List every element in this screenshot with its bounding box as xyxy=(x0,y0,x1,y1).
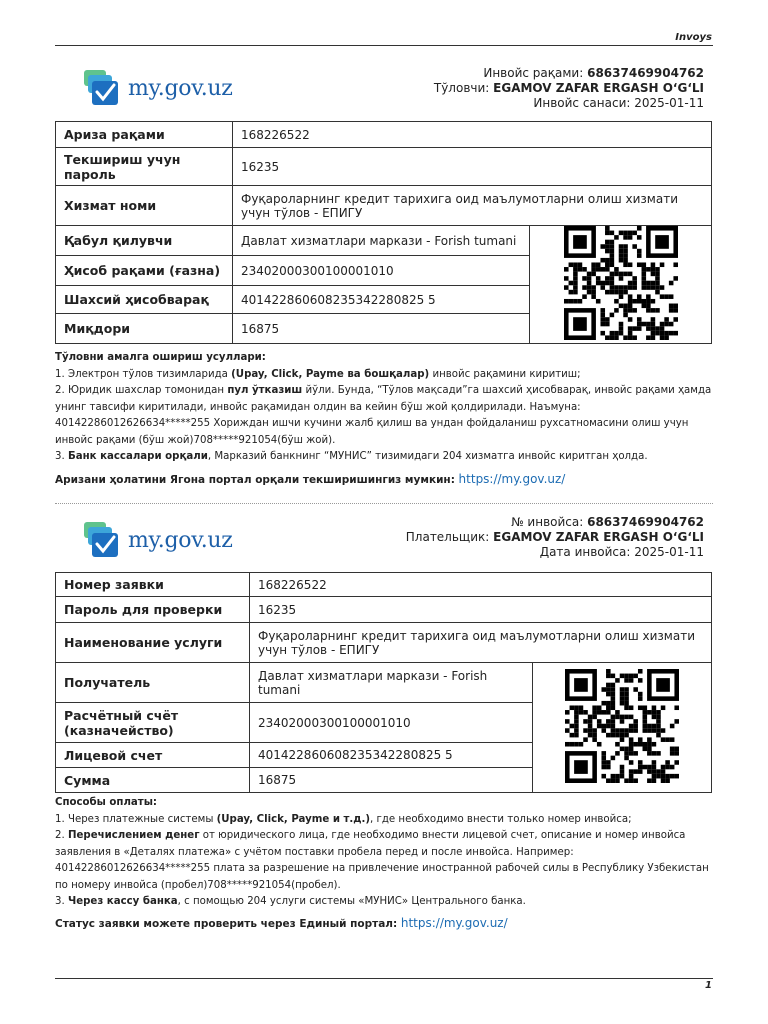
method-1: 1. Электрон тўлов тизимларида (Upay, Click, Payme ва бошқалар) инвойс рақамини киритиш; xyxy=(55,368,581,380)
invoice-date: 2025-01-11 xyxy=(634,545,704,559)
row-value: 16235 xyxy=(233,148,712,186)
row-label: Қабул қилувчи xyxy=(56,226,233,256)
row-label: Расчётный счёт (казначейство) xyxy=(56,703,250,743)
row-label: Ариза рақами xyxy=(56,122,233,148)
table-row xyxy=(56,122,712,148)
row-value: 168226522 xyxy=(250,573,712,597)
invoice-number: 68637469904762 xyxy=(587,515,704,529)
row-label: Миқдори xyxy=(56,314,233,344)
cut-line xyxy=(55,503,713,504)
row-label: Ҳисоб рақами (ғазна) xyxy=(56,256,233,286)
table-row xyxy=(56,148,712,186)
row-label: Получатель xyxy=(56,663,250,703)
invoice-date: 2025-01-11 xyxy=(634,96,704,110)
invoice-info xyxy=(434,66,704,111)
qr-code-icon xyxy=(559,226,683,340)
table-row xyxy=(56,623,712,663)
logo xyxy=(84,70,233,106)
row-value: 16875 xyxy=(233,314,530,344)
qr-code-icon xyxy=(560,669,684,783)
table-row xyxy=(56,186,712,226)
invoice-date-line: Инвойс санаси: 2025-01-11 xyxy=(533,96,704,110)
header-divider xyxy=(55,45,713,46)
footer-divider xyxy=(55,978,713,979)
logo-text: my.gov.uz xyxy=(128,527,233,553)
row-value: Давлат хизматлари маркази - Forish tumani xyxy=(250,663,533,703)
row-label: Хизмат номи xyxy=(56,186,233,226)
portal-link[interactable]: https://my.gov.uz/ xyxy=(458,472,566,486)
row-value: Давлат хизматлари маркази - Forish tumani xyxy=(233,226,530,256)
payer-name: EGAMOV ZAFAR ERGASH O‘G‘LI xyxy=(493,81,704,95)
logo-icon xyxy=(84,70,122,106)
row-label: Пароль для проверки xyxy=(56,597,250,623)
qr-code-cell xyxy=(530,226,712,344)
table-row xyxy=(56,597,712,623)
table-row xyxy=(56,573,712,597)
row-value: 23402000300100001010 xyxy=(250,703,533,743)
method-2: 2. Юридик шахслар томонидан пул ўтказиш йўли. Бунда, “Тўлов мақсади”га шахсий ҳисобварақ, инвойс рақами ҳамда унинг тавсифи киритилади, инвойс рақамидан олдин ва кейин бўш жой қолдирилади. Наъмуна: 40142286012626634*****255 Хориждан ишчи кучини жалб қилиш ва ундан фойдаланиш рухсатномасини олиш учун инвойс рақами (бўш жой)708*****921054(бўш жой). xyxy=(55,385,712,446)
portal-link[interactable]: https://my.gov.uz/ xyxy=(400,916,508,930)
payer-name: EGAMOV ZAFAR ERGASH O‘G‘LI xyxy=(493,530,704,544)
payer-line: Плательщик: EGAMOV ZAFAR ERGASH O‘G‘LI xyxy=(405,530,704,544)
qr-code-cell xyxy=(533,663,712,793)
page-number: 1 xyxy=(705,980,712,991)
row-value: Фуқароларнинг кредит тарихига оид маълумотларни олиш хизмати учун тўлов - ЕПИГУ xyxy=(233,186,712,226)
row-label: Лицевой счет xyxy=(56,743,250,768)
logo xyxy=(84,522,233,558)
table-row xyxy=(56,663,712,703)
header-tag: Invoys xyxy=(675,32,712,43)
logo-icon xyxy=(84,522,122,558)
invoice-info xyxy=(406,515,704,560)
table-row xyxy=(56,226,712,256)
row-label: Наименование услуги xyxy=(56,623,250,663)
row-value: 401422860608235342280825 5 xyxy=(233,286,530,314)
row-value: 16875 xyxy=(250,768,533,793)
row-label: Шахсий ҳисобварақ xyxy=(56,286,233,314)
row-label: Текшириш учун пароль xyxy=(56,148,233,186)
row-value: 23402000300100001010 xyxy=(233,256,530,286)
row-value: 401422860608235342280825 5 xyxy=(250,743,533,768)
payment-methods xyxy=(55,350,715,466)
logo-text: my.gov.uz xyxy=(128,75,233,101)
methods-title: Способы оплаты: xyxy=(55,797,157,808)
row-label: Сумма xyxy=(56,768,250,793)
method-2: 2. Перечислением денег от юридического лица, где необходимо внести лицевой счет, описание и номер инвойса заявления в «Деталях платежа» с учётом поставки пробела перед и после инвойса. Например: 40142286012626634*****255 плата за разрешение на привлечение иностранной рабочей силы в Республику Узбекистан по номеру инвойса (пробел)708*****921054(пробел). xyxy=(55,830,709,891)
invoice-number-line: Инвойс рақами: 68637469904762 xyxy=(483,66,704,80)
payer-line: Тўловчи: EGAMOV ZAFAR ERGASH O‘G‘LI xyxy=(433,81,704,95)
methods-title: Тўловни амалга ошириш усуллари: xyxy=(55,352,266,363)
invoice-date-line: Дата инвойса: 2025-01-11 xyxy=(539,545,704,559)
method-3: 3. Через кассу банка, с помощью 204 услуги системы «МУНИС» Центрального банка. xyxy=(55,896,526,907)
status-note: Аризани ҳолатини Ягона портал орқали текширишингиз мумкин: https://my.gov.uz/ xyxy=(55,472,566,486)
row-value: 16235 xyxy=(250,597,712,623)
payment-methods xyxy=(55,795,715,911)
row-label: Номер заявки xyxy=(56,573,250,597)
invoice-table xyxy=(55,572,712,793)
method-3: 3. Банк кассалари орқали, Марказий банкнинг “МУНИС” тизимидаги 204 хизматга инвойс киритган ҳолда. xyxy=(55,451,648,462)
method-1: 1. Через платежные системы (Upay, Click, Payme и т.д.), где необходимо внести только номер инвойса; xyxy=(55,813,632,825)
invoice-table xyxy=(55,121,712,344)
row-value: 168226522 xyxy=(233,122,712,148)
status-note: Статус заявки можете проверить через Единый портал: https://my.gov.uz/ xyxy=(55,916,508,930)
invoice-number: 68637469904762 xyxy=(587,66,704,80)
row-value: Фуқароларнинг кредит тарихига оид маълумотларни олиш хизмати учун тўлов - ЕПИГУ xyxy=(250,623,712,663)
invoice-number-line: № инвойса: 68637469904762 xyxy=(511,515,704,529)
